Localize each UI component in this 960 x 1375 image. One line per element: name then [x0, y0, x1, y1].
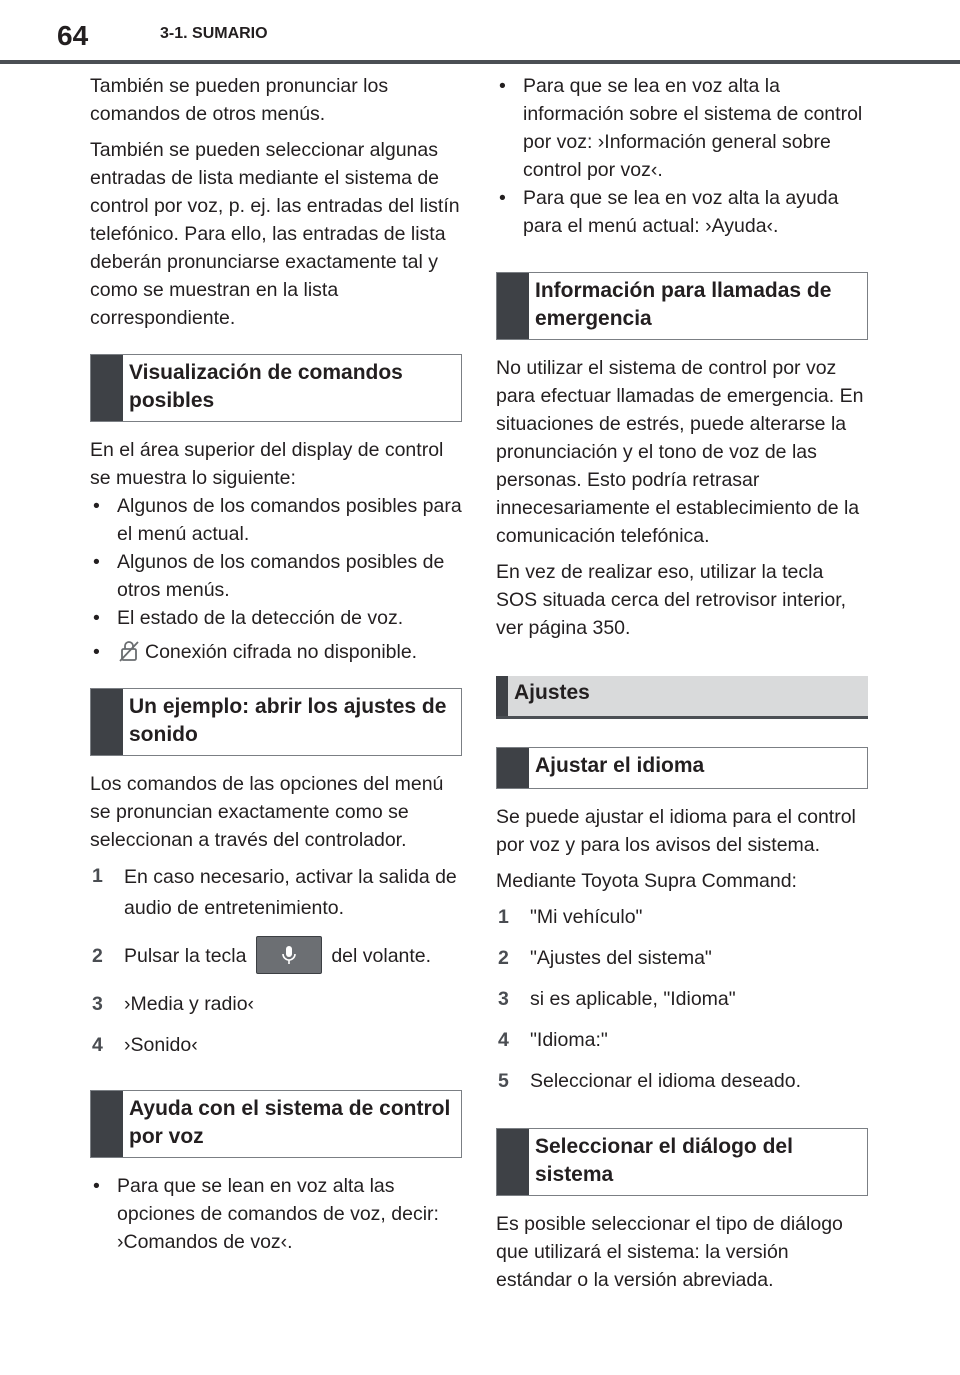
list-item: • El estado de la detección de voz.	[90, 604, 462, 632]
step-text-before: Pulsar la tecla	[124, 945, 247, 968]
left-column	[90, 72, 462, 1264]
emergencia-paragraph-1: No utilizar el sistema de control por voz para efectuar llamadas de emergencia. En situaciones de estrés, puede alterarse la pronunciación y el tono de voz de las personas. Esto podría retrasar innecesariamente el establecimiento de la comunicación telefónica.	[496, 357, 864, 547]
heading-dialogo	[496, 1128, 868, 1196]
step-number: 3	[498, 988, 509, 1010]
heading-emergencia	[496, 272, 868, 340]
step-number: 1	[92, 865, 103, 887]
ayuda-bullet-list-continued	[496, 72, 868, 240]
step-number: 1	[498, 906, 509, 928]
heading-text: Seleccionar el diálogo del sistema	[535, 1135, 793, 1186]
step-item	[90, 990, 462, 1019]
microphone-icon	[256, 936, 322, 974]
heading-bar	[91, 689, 123, 755]
ayuda-bullet-list	[90, 1172, 462, 1256]
intro-paragraph-1: También se pueden pronunciar los comandos de otros menús.	[90, 75, 389, 125]
list-item: • Para que se lea en voz alta la información sobre el sistema de control por voz: ›Información general sobre control por voz‹.	[496, 72, 868, 184]
display-bullet-list	[90, 492, 462, 666]
step-text: "Ajustes del sistema"	[530, 947, 712, 969]
heading-idioma	[496, 747, 868, 789]
heading-ejemplo	[90, 688, 462, 756]
dialogo-paragraph: Es posible seleccionar el tipo de diálogo que utilizará el sistema: la versión estándar o la versión abreviada.	[496, 1213, 843, 1291]
step-text: ›Media y radio‹	[124, 993, 255, 1015]
step-text: si es aplicable, "Idioma"	[530, 988, 736, 1010]
step-number: 2	[92, 945, 103, 967]
step-item	[496, 985, 868, 1014]
right-column	[496, 72, 868, 1302]
step-item	[496, 1026, 868, 1055]
step-text-after: del volante.	[331, 945, 432, 968]
heading-text: Ajustes	[514, 681, 590, 704]
heading-bar	[497, 273, 529, 339]
list-item: • Algunos de los comandos posibles para el menú actual.	[90, 492, 462, 548]
step-text: "Idioma:"	[530, 1029, 608, 1051]
list-item: • Algunos de los comandos posibles de otros menús.	[90, 548, 462, 604]
idioma-paragraph-1: Se puede ajustar el idioma para el control por voz y para los avisos del sistema.	[496, 806, 856, 856]
section-title: 3-1. SUMARIO	[160, 25, 268, 42]
heading-text: Visualización de comandos posibles	[129, 361, 403, 412]
emergencia-paragraph-2: En vez de realizar eso, utilizar la tecla SOS situada cerca del retrovisor interior, ver página 350.	[496, 561, 847, 639]
ejemplo-paragraph: Los comandos de las opciones del menú se pronuncian exactamente como se seleccionan a través del controlador.	[90, 773, 444, 851]
list-item	[90, 638, 462, 666]
heading-bar	[91, 1091, 123, 1157]
step-item	[90, 938, 462, 976]
step-text: Seleccionar el idioma deseado.	[530, 1070, 802, 1092]
heading-text: Ayuda con el sistema de control por voz	[129, 1097, 451, 1148]
heading-text: Ajustar el idioma	[535, 754, 705, 777]
bullet-text: Conexión cifrada no disponible.	[145, 641, 418, 663]
step-number: 4	[92, 1034, 103, 1056]
crossed-lock-icon	[117, 639, 141, 663]
heading-visualizacion	[90, 354, 462, 422]
step-item	[496, 944, 868, 973]
heading-text: Un ejemplo: abrir los ajustes de sonido	[129, 695, 447, 746]
step-number: 2	[498, 947, 509, 969]
step-number: 3	[92, 993, 103, 1015]
heading-bar	[497, 748, 529, 788]
step-number: 5	[498, 1070, 509, 1092]
intro-paragraph-2: También se pueden seleccionar algunas entradas de lista mediante el sistema de control por voz, p. ej. las entradas del listín telefónico. Para ello, las entradas de lista deberán pronunciarse exactamente tal y como se muestran en la lista correspondiente.	[90, 139, 460, 329]
step-text: ›Sonido‹	[124, 1034, 198, 1056]
step-item	[90, 862, 462, 924]
step-item	[496, 1067, 868, 1096]
step-text	[124, 938, 462, 976]
page-header	[0, 0, 960, 62]
display-intro: En el área superior del display de control se muestra lo siguiente:	[90, 439, 444, 489]
heading-bar	[496, 676, 508, 716]
heading-bar	[91, 355, 123, 421]
step-item	[90, 1031, 462, 1060]
step-text: En caso necesario, activar la salida de audio de entretenimiento.	[124, 866, 457, 919]
step-text: "Mi vehículo"	[530, 906, 643, 928]
heading-ajustes	[496, 676, 868, 719]
step-item	[496, 903, 868, 932]
header-rule	[0, 60, 960, 64]
page-number: 64	[57, 20, 89, 51]
heading-ayuda	[90, 1090, 462, 1158]
step-number: 4	[498, 1029, 509, 1051]
heading-text: Información para llamadas de emergencia	[535, 279, 832, 330]
list-item: • Para que se lea en voz alta la ayuda para el menú actual: ›Ayuda‹.	[496, 184, 868, 240]
list-item: • Para que se lean en voz alta las opciones de comandos de voz, decir: ›Comandos de voz‹.	[90, 1172, 462, 1256]
heading-bar	[497, 1129, 529, 1195]
idioma-paragraph-2: Mediante Toyota Supra Command:	[496, 870, 797, 892]
